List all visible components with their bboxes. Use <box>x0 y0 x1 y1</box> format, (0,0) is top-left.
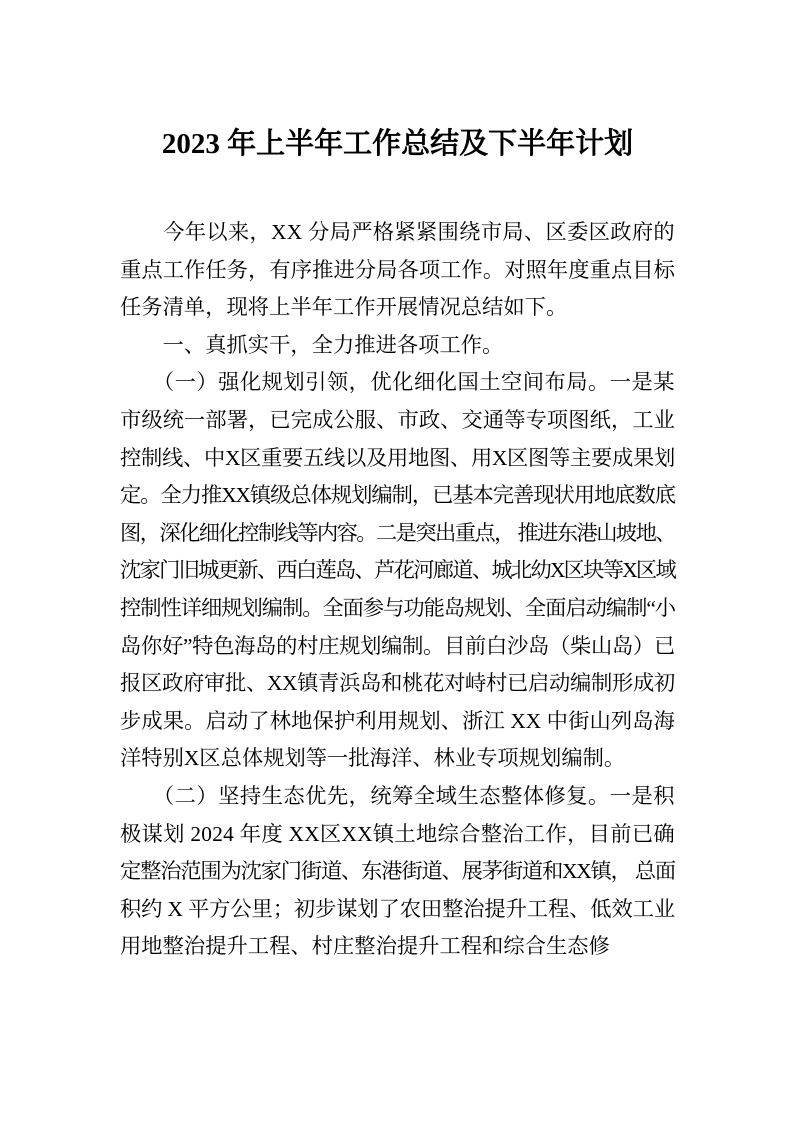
intro-paragraph-line-2 <box>120 252 675 290</box>
text-line: 控制线、中X区重要五线以及用地图、用X区图等主要成果划 <box>120 445 675 470</box>
text-line: 报区政府审批、XX镇青浜岛和桃花对峙村已启动编制形成初 <box>120 671 675 696</box>
text-line: 重点工作任务，有序推进分局各项工作。对照年度重点目标 <box>120 257 675 282</box>
text-line: 步成果。启动了林地保护利用规划、浙江 XX 中街山列岛海 <box>120 708 675 733</box>
section-1-2-paragraph-line-3 <box>120 853 675 891</box>
intro-paragraph-line-1 <box>120 214 675 252</box>
text-line: 今年以来，XX 分局严格紧紧围绕市局、区委区政府的 <box>120 220 675 244</box>
text-line: 市级统一部署，已完成公服、市政、交通等专项图纸，工业 <box>120 407 675 432</box>
section-1-heading-line-1 <box>120 327 675 365</box>
section-1-1-paragraph-line-8 <box>120 628 675 666</box>
section-1-1-paragraph-line-6 <box>120 552 675 590</box>
section-1-2-paragraph-line-1 <box>120 778 675 816</box>
section-1-1-paragraph-line-2 <box>120 402 675 440</box>
text-line: 极谋划 2024 年度 XX区XX镇土地综合整治工作，目前已确 <box>120 821 675 846</box>
document-title: 2023 年上半年工作总结及下半年计划 <box>161 128 634 160</box>
text-line: （一）强化规划引领，优化细化国土空间布局。一是某 <box>120 370 675 395</box>
section-1-1-paragraph-line-5 <box>120 515 675 553</box>
text-line: 图，深化细化控制线等内容。二是突出重点， 推进东港山坡地、 <box>120 520 675 545</box>
section-1-1-paragraph-line-7 <box>120 590 675 628</box>
text-line: 用地整治提升工程、村庄整治提升工程和综合生态修 <box>120 934 610 959</box>
section-1-1-paragraph-line-10 <box>120 703 675 741</box>
text-line: 一、真抓实干，全力推进各项工作。 <box>120 332 504 357</box>
text-line: 岛你好”特色海岛的村庄规划编制。目前白沙岛（柴山岛）已 <box>120 633 675 658</box>
section-1-2-paragraph-line-5 <box>120 928 675 966</box>
text-line: 定。全力推XX镇级总体规划编制，已基本完善现状用地底数底 <box>120 483 675 508</box>
section-1-1-paragraph-line-1 <box>120 364 675 402</box>
text-line: 洋特别X区总体规划等一批海洋、林业专项规划编制。 <box>120 746 626 771</box>
text-line: 控制性详细规划编制。全面参与功能岛规划、全面启动编制“小 <box>120 595 675 620</box>
section-1-1-paragraph-line-3 <box>120 440 675 478</box>
text-line: （二）坚持生态优先，统筹全域生态整体修复。一是积 <box>120 783 675 808</box>
text-line: 沈家门旧城更新、西白莲岛、芦花河廊道、城北幼X区块等X区域 <box>120 558 675 583</box>
section-1-1-paragraph-line-4 <box>120 477 675 515</box>
section-1-1-paragraph-line-9 <box>120 665 675 703</box>
intro-paragraph-line-3 <box>120 289 675 327</box>
section-1-2-paragraph-line-2 <box>120 816 675 854</box>
section-1-1-paragraph-line-11 <box>120 740 675 778</box>
text-line: 积约 X 平方公里；初步谋划了农田整治提升工程、低效工业 <box>120 896 675 921</box>
section-1-2-paragraph-line-4 <box>120 891 675 929</box>
document-body <box>120 214 675 966</box>
text-line: 任务清单，现将上半年工作开展情况总结如下。 <box>120 295 568 320</box>
text-line: 定整治范围为沈家门街道、东港街道、展茅街道和XX镇， 总面 <box>120 859 675 884</box>
